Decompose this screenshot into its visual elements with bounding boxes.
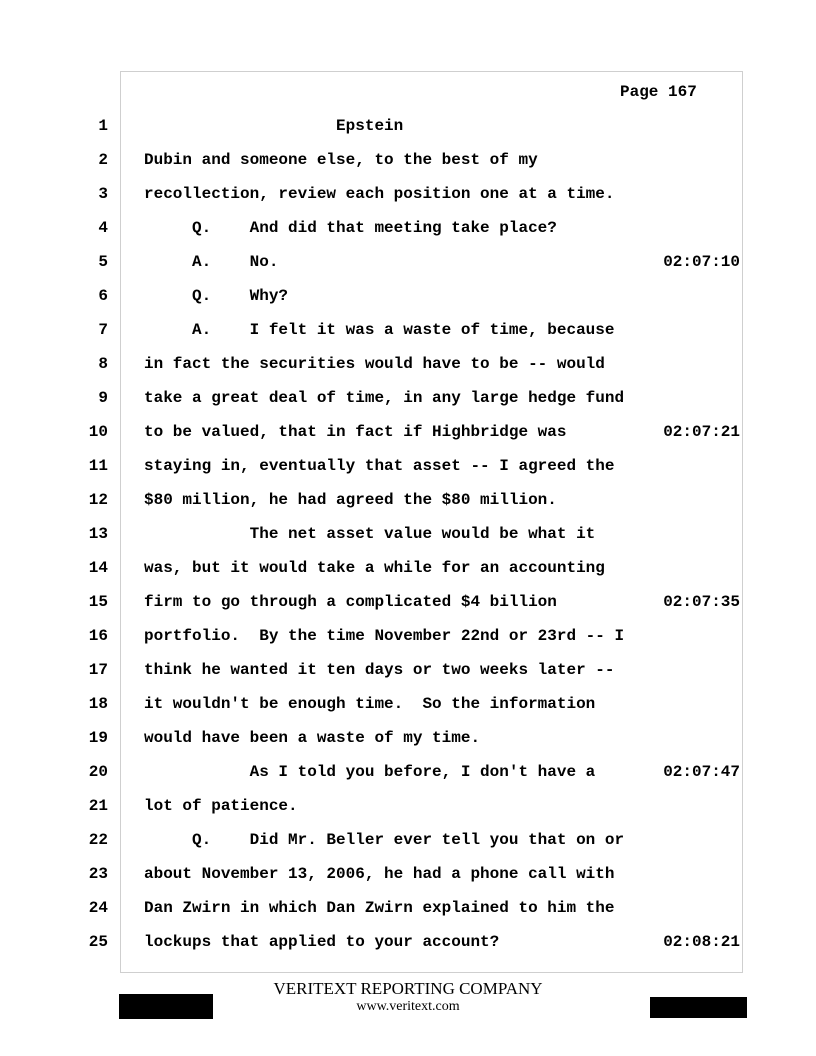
line-number: 17 <box>88 661 108 679</box>
line-number: 5 <box>98 253 108 271</box>
line-number: 8 <box>98 355 108 373</box>
line-number: 3 <box>98 185 108 203</box>
transcript-line <box>0 483 816 517</box>
transcript-line <box>0 585 816 619</box>
line-number: 10 <box>88 423 108 441</box>
transcript-line <box>0 857 816 891</box>
line-number: 25 <box>88 933 108 951</box>
transcript-line <box>0 415 816 449</box>
line-number: 16 <box>88 627 108 645</box>
footer-website: www.veritext.com <box>356 999 460 1014</box>
line-text: think he wanted it ten days or two weeks later -- <box>144 661 615 679</box>
transcript-line <box>0 381 816 415</box>
line-text: lot of patience. <box>144 797 298 815</box>
transcript-line <box>0 721 816 755</box>
line-text: recollection, review each position one at a time. <box>144 185 615 203</box>
line-number: 15 <box>88 593 108 611</box>
transcript-line <box>0 211 816 245</box>
timestamp: 02:07:21 <box>663 423 740 441</box>
line-text: lockups that applied to your account? <box>144 933 500 951</box>
line-text: about November 13, 2006, he had a phone call with <box>144 865 615 883</box>
transcript-line <box>0 109 816 143</box>
line-text: Epstein <box>144 117 404 135</box>
transcript-line <box>0 653 816 687</box>
transcript-line <box>0 347 816 381</box>
line-number: 14 <box>88 559 108 577</box>
transcript-line <box>0 517 816 551</box>
redaction-box-left <box>119 994 213 1019</box>
line-text: staying in, eventually that asset -- I agreed the <box>144 457 615 475</box>
transcript-line <box>0 143 816 177</box>
line-text: to be valued, that in fact if Highbridge was <box>144 423 567 441</box>
timestamp: 02:08:21 <box>663 933 740 951</box>
line-number: 18 <box>88 695 108 713</box>
transcript-line <box>0 177 816 211</box>
transcript-line <box>0 755 816 789</box>
line-number: 6 <box>98 287 108 305</box>
line-text: Dubin and someone else, to the best of my <box>144 151 538 169</box>
line-number: 23 <box>88 865 108 883</box>
transcript-line <box>0 449 816 483</box>
line-text: portfolio. By the time November 22nd or 23rd -- I <box>144 627 625 645</box>
line-text: A. No. <box>144 253 279 271</box>
line-number: 9 <box>98 389 108 407</box>
line-text: Q. Why? <box>144 287 289 305</box>
line-text: in fact the securities would have to be -- would <box>144 355 605 373</box>
line-text: it wouldn't be enough time. So the information <box>144 695 596 713</box>
line-text: Dan Zwirn in which Dan Zwirn explained to him the <box>144 899 615 917</box>
line-number: 21 <box>88 797 108 815</box>
line-number: 22 <box>88 831 108 849</box>
transcript-line <box>0 245 816 279</box>
line-number: 7 <box>98 321 108 339</box>
transcript-line <box>0 279 816 313</box>
transcript-line <box>0 619 816 653</box>
line-text: A. I felt it was a waste of time, because <box>144 321 615 339</box>
transcript-line <box>0 551 816 585</box>
line-number: 1 <box>98 117 108 135</box>
page-number: Page 167 <box>620 83 697 101</box>
line-number: 12 <box>88 491 108 509</box>
transcript-line <box>0 789 816 823</box>
line-number: 11 <box>88 457 108 475</box>
transcript-line <box>0 687 816 721</box>
transcript-line <box>0 313 816 347</box>
line-number: 2 <box>98 151 108 169</box>
line-number: 24 <box>88 899 108 917</box>
line-text: As I told you before, I don't have a <box>144 763 596 781</box>
line-text: would have been a waste of my time. <box>144 729 481 747</box>
line-text: The net asset value would be what it <box>144 525 596 543</box>
footer-company: VERITEXT REPORTING COMPANY <box>273 979 543 998</box>
line-text: Q. Did Mr. Beller ever tell you that on or <box>144 831 625 849</box>
line-text: Q. And did that meeting take place? <box>144 219 557 237</box>
timestamp: 02:07:35 <box>663 593 740 611</box>
line-text: firm to go through a complicated $4 billion <box>144 593 557 611</box>
line-number: 19 <box>88 729 108 747</box>
timestamp: 02:07:10 <box>663 253 740 271</box>
line-number: 13 <box>88 525 108 543</box>
redaction-box-right <box>650 997 747 1018</box>
line-number: 4 <box>98 219 108 237</box>
line-text: $80 million, he had agreed the $80 million. <box>144 491 557 509</box>
transcript-line <box>0 823 816 857</box>
transcript-line <box>0 925 816 959</box>
line-text: take a great deal of time, in any large hedge fund <box>144 389 625 407</box>
transcript-line <box>0 891 816 925</box>
line-text: was, but it would take a while for an accounting <box>144 559 605 577</box>
timestamp: 02:07:47 <box>663 763 740 781</box>
line-number: 20 <box>88 763 108 781</box>
